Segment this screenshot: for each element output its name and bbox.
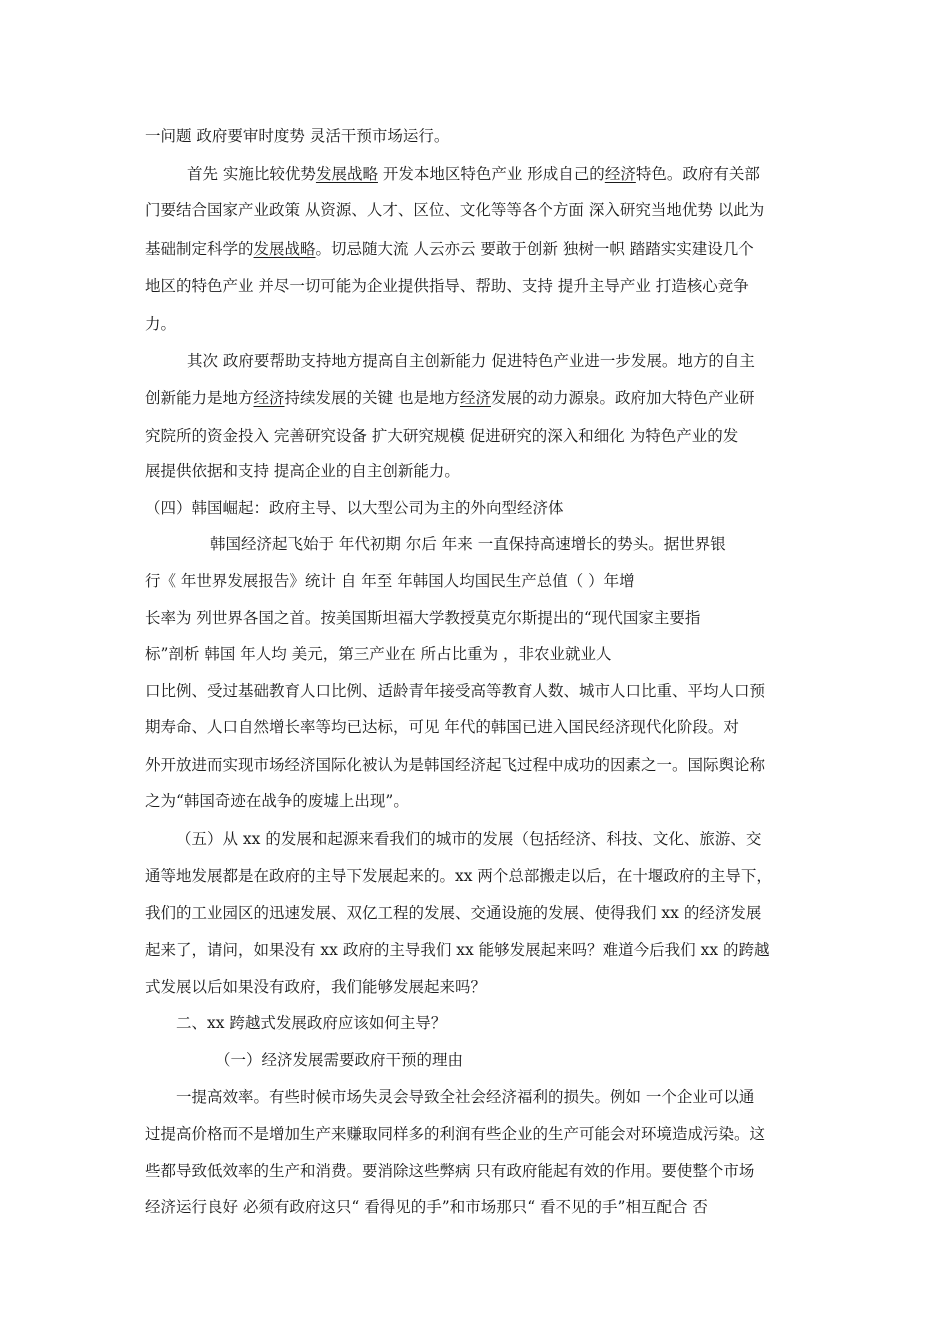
text-segment: 。切忌随大流 人云亦云 要敢于创新 独树一帜 踏踏实实建设几个 <box>315 240 754 258</box>
text-line <box>210 534 726 554</box>
text-line <box>176 1087 754 1107</box>
text-segment: 韩国经济起飞始于 年代初期 尔后 年来 一直保持高速增长的势头。据世界银 <box>210 535 726 553</box>
text-line <box>145 644 612 664</box>
underlined-term: 发展战略 <box>253 240 316 258</box>
text-segment: （五）从 xx 的发展和起源来看我们的城市的发展（包括经济、科技、文化、旅游、交 <box>176 830 762 848</box>
text-segment: 过提高价格而不是增加生产来赚取同样多的利润有些企业的生产可能会对环境造成污染。这 <box>145 1125 766 1143</box>
text-segment: 究院所的资金投入 完善研究设备 扩大研究规模 促进研究的深入和细化 为特色产业的发 <box>145 427 739 445</box>
text-line <box>145 1161 754 1181</box>
text-segment: 展提供依据和支持 提高企业的自主创新能力。 <box>145 462 460 480</box>
text-line <box>145 239 754 259</box>
text-line <box>145 755 765 775</box>
text-segment: 我们的工业园区的迅速发展、双亿工程的发展、交通设施的发展、使得我们 xx 的经济发展 <box>145 904 762 922</box>
text-line <box>145 200 764 220</box>
text-line <box>145 276 749 296</box>
text-segment: 首先 实施比较优势 <box>187 165 316 183</box>
text-segment: 外开放进而实现市场经济国际化被认为是韩国经济起飞过程中成功的因素之一。国际舆论称 <box>145 756 766 774</box>
text-segment: 发展的动力源泉。政府加大特色产业研 <box>490 389 755 407</box>
text-line <box>145 388 755 408</box>
underlined-term: 发展战略 <box>315 165 378 183</box>
text-segment: 地区的特色产业 并尽一切可能为企业提供指导、帮助、支持 提升主导产业 打造核心竞争 <box>145 277 749 295</box>
text-segment: 基础制定科学的 <box>145 240 254 258</box>
text-segment: 些都导致低效率的生产和消费。要消除这些弊病 只有政府能起有效的作用。要使整个市场 <box>145 1162 755 1180</box>
text-segment: 式发展以后如果没有政府，我们能够发展起来吗？ <box>145 978 487 996</box>
text-line <box>145 461 460 481</box>
text-segment: 通等地发展都是在政府的主导下发展起来的。xx 两个总部搬走以后，在十堰政府的主导下， <box>145 867 772 885</box>
text-line <box>145 977 486 997</box>
text-line <box>145 608 700 628</box>
text-segment: 创新能力是地方 <box>145 389 254 407</box>
text-segment: 一提高效率。有些时候市场失灵会导致全社会经济福利的损失。例如 一个企业可以通 <box>176 1088 755 1106</box>
text-segment: 力。 <box>145 315 177 333</box>
text-line <box>145 717 739 737</box>
section-heading <box>145 498 564 518</box>
text-line <box>145 1124 765 1144</box>
section-heading <box>176 1013 446 1033</box>
subsection-heading <box>215 1050 463 1070</box>
text-line <box>145 681 765 701</box>
text-line <box>145 426 738 446</box>
text-segment: 经济运行良好 必须有政府这只“ 看得见的手”和市场那只“ 看不见的手”相互配合 否 <box>145 1198 708 1216</box>
text-segment: 起来了，请问，如果没有 xx 政府的主导我们 xx 能够发展起来吗？难道今后我们 xx 的跨越 <box>145 941 770 959</box>
text-segment: 特色。政府有关部 <box>635 165 760 183</box>
text-segment: （一）经济发展需要政府干预的理由 <box>215 1051 464 1069</box>
text-segment: 一问题 政府要审时度势 灵活干预市场运行。 <box>145 127 450 145</box>
text-segment: 标”剖析 韩国 年人均 美元，第三产业在 所占比重为 ，非农业就业人 <box>145 645 612 663</box>
text-segment: 行《 年世界发展报告》统计 自 年至 年韩国人均国民生产总值（ ）年增 <box>145 572 635 590</box>
text-line <box>145 866 772 886</box>
section-heading <box>176 829 761 849</box>
text-line <box>187 351 755 371</box>
text-segment: 开发本地区特色产业 形成自己的 <box>377 165 605 183</box>
text-segment: 其次 政府要帮助支持地方提高自主创新能力 促进特色产业进一步发展。地方的自主 <box>187 352 755 370</box>
underlined-term: 经济 <box>459 389 491 407</box>
text-line <box>145 1197 708 1217</box>
text-segment: （四）韩国崛起：政府主导、以大型公司为主的外向型经济体 <box>145 499 564 517</box>
text-line <box>145 903 761 923</box>
text-segment: 之为“韩国奇迹在战争的废墟上出现”。 <box>145 792 409 810</box>
underlined-term: 经济 <box>253 389 285 407</box>
text-line <box>145 940 770 960</box>
text-segment: 长率为 列世界各国之首。按美国斯坦福大学教授莫克尔斯提出的“现代国家主要指 <box>145 609 701 627</box>
text-line <box>145 126 449 146</box>
text-segment: 门要结合国家产业政策 从资源、人才、区位、文化等等各个方面 深入研究当地优势 以此为 <box>145 201 765 219</box>
text-line <box>145 314 176 334</box>
underlined-term: 经济 <box>604 165 636 183</box>
text-line <box>187 164 760 184</box>
text-segment: 二、xx 跨越式发展政府应该如何主导？ <box>176 1014 447 1032</box>
text-segment: 持续发展的关键 也是地方 <box>284 389 460 407</box>
text-segment: 口比例、受过基础教育人口比例、适龄青年接受高等教育人数、城市人口比重、平均人口预 <box>145 682 766 700</box>
text-segment: 期寿命、人口自然增长率等均已达标，可见 年代的韩国已进入国民经济现代化阶段。对 <box>145 718 739 736</box>
text-line <box>145 791 409 811</box>
text-line <box>145 571 635 591</box>
